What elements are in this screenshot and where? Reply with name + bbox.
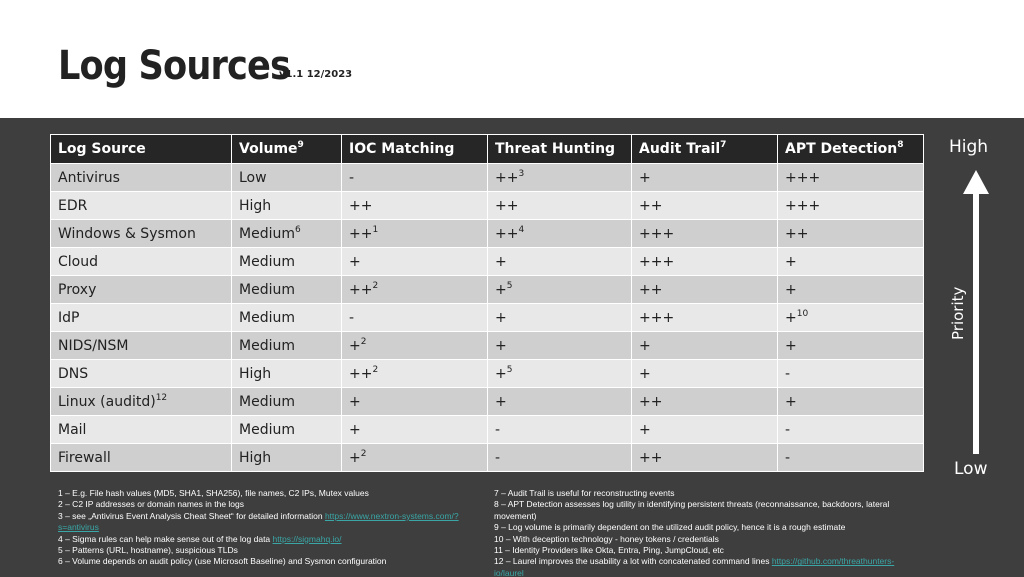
table-cell-ioc-matching xyxy=(342,332,488,360)
footnote-text: 11 – Identity Providers like Okta, Entra, Ping, JumpCloud, etc xyxy=(494,545,724,556)
page-title: Log Sources xyxy=(58,43,291,89)
cell-value: + xyxy=(349,253,361,270)
table-cell-log-source xyxy=(51,248,232,276)
table-cell-log-source xyxy=(51,276,232,304)
cell-value: Medium xyxy=(239,253,295,270)
cell-value: ++ xyxy=(785,225,809,242)
priority-high-label: High xyxy=(949,137,989,157)
table-header-row xyxy=(51,135,924,164)
table-cell-apt-detection xyxy=(778,332,924,360)
table-row xyxy=(51,360,924,388)
cell-value: High xyxy=(239,365,272,382)
table-cell-log-source xyxy=(51,444,232,472)
cell-value: - xyxy=(785,365,791,382)
cell-value: Mail xyxy=(58,421,87,438)
footnote-link[interactable]: https://www.nextron-systems.com/?s=antivirus xyxy=(58,510,459,533)
footnote xyxy=(494,499,914,522)
table-cell-apt-detection xyxy=(778,304,924,332)
table-cell-audit-trail xyxy=(632,360,778,388)
footnote-link[interactable]: https://sigmahq.io/ xyxy=(272,533,342,544)
table-cell-volume xyxy=(232,192,342,220)
table-cell-ioc-matching xyxy=(342,276,488,304)
cell-value: EDR xyxy=(58,197,88,214)
cell-value: +++ xyxy=(639,253,675,270)
footnote-ref: 2 xyxy=(360,336,367,347)
column-header-threat-hunting xyxy=(488,135,632,164)
cell-value: + xyxy=(639,421,651,438)
cell-value: ++ xyxy=(495,169,519,186)
cell-value: ++ xyxy=(639,197,663,214)
cell-value: Medium xyxy=(239,421,295,438)
table-cell-log-source xyxy=(51,220,232,248)
priority-axis-label: Priority xyxy=(949,286,967,340)
cell-value: ++ xyxy=(639,449,663,466)
table-cell-threat-hunting xyxy=(488,220,632,248)
cell-value: + xyxy=(495,281,507,298)
cell-value: + xyxy=(785,309,797,326)
table-cell-ioc-matching xyxy=(342,444,488,472)
table-cell-apt-detection xyxy=(778,276,924,304)
table-row xyxy=(51,192,924,220)
footnote-ref: 7 xyxy=(720,140,727,150)
cell-value: + xyxy=(785,337,797,354)
footnote xyxy=(58,545,478,556)
footnote-text: 12 – Laurel improves the usability a lot with concatenated command lines xyxy=(494,556,772,567)
cell-value: - xyxy=(349,169,355,186)
table-cell-audit-trail xyxy=(632,388,778,416)
cell-value: Medium xyxy=(239,225,295,242)
column-header-apt-detection xyxy=(778,135,924,164)
cell-value: High xyxy=(239,197,272,214)
table-cell-threat-hunting xyxy=(488,360,632,388)
version-label: v1.1 12/2023 xyxy=(279,69,353,80)
table-cell-apt-detection xyxy=(778,388,924,416)
table-cell-ioc-matching xyxy=(342,192,488,220)
table-cell-audit-trail xyxy=(632,416,778,444)
cell-value: Medium xyxy=(239,309,295,326)
footnote-ref: 6 xyxy=(294,224,301,235)
footnote-text: 3 – see „Antivirus Event Analysis Cheat Sheet“ for detailed information xyxy=(58,510,325,521)
table-cell-threat-hunting xyxy=(488,332,632,360)
table-cell-audit-trail xyxy=(632,220,778,248)
cell-value: ++ xyxy=(495,225,519,242)
table-cell-ioc-matching xyxy=(342,416,488,444)
table-cell-log-source xyxy=(51,416,232,444)
table-cell-threat-hunting xyxy=(488,444,632,472)
table-cell-ioc-matching xyxy=(342,388,488,416)
footnote-text: 7 – Audit Trail is useful for reconstructing events xyxy=(494,488,675,498)
footnote-ref: 10 xyxy=(796,308,809,319)
cell-value: + xyxy=(349,337,361,354)
table-row xyxy=(51,332,924,360)
footnote-ref: 5 xyxy=(506,364,513,375)
column-header-label: Log Source xyxy=(58,141,146,157)
footnote-text: 1 – E.g. File hash values (MD5, SHA1, SHA256), file names, C2 IPs, Mutex values xyxy=(58,488,369,498)
table-cell-audit-trail xyxy=(632,192,778,220)
column-header-log-source xyxy=(51,135,232,164)
column-header-ioc-matching xyxy=(342,135,488,164)
footnotes-left xyxy=(58,488,478,568)
table-cell-threat-hunting xyxy=(488,192,632,220)
footnote xyxy=(494,522,914,533)
table-cell-threat-hunting xyxy=(488,248,632,276)
table-cell-apt-detection xyxy=(778,444,924,472)
table-cell-audit-trail xyxy=(632,276,778,304)
column-header-label: IOC Matching xyxy=(349,141,455,157)
table-cell-volume xyxy=(232,304,342,332)
table-cell-apt-detection xyxy=(778,360,924,388)
cell-value: + xyxy=(349,393,361,410)
footnote-ref: 8 xyxy=(897,140,904,150)
cell-value: ++ xyxy=(495,197,519,214)
footnote-ref: 2 xyxy=(372,280,379,291)
cell-value: - xyxy=(785,421,791,438)
table-cell-ioc-matching xyxy=(342,360,488,388)
cell-value: + xyxy=(639,337,651,354)
cell-value: +++ xyxy=(639,225,675,242)
cell-value: Linux (auditd) xyxy=(58,393,156,410)
cell-value: - xyxy=(495,449,501,466)
footnote-ref: 4 xyxy=(518,224,525,235)
table-cell-log-source xyxy=(51,192,232,220)
cell-value: + xyxy=(639,169,651,186)
cell-value: + xyxy=(495,365,507,382)
footnote xyxy=(58,556,478,567)
footnote-text: 9 – Log volume is primarily dependent on the utilized audit policy, hence it is a rough estimate xyxy=(494,522,846,533)
cell-value: + xyxy=(785,281,797,298)
footnote xyxy=(494,488,914,499)
table-cell-volume xyxy=(232,276,342,304)
footnote xyxy=(58,499,478,510)
cell-value: Medium xyxy=(239,281,295,298)
footnote-ref: 2 xyxy=(360,448,367,459)
table-cell-log-source xyxy=(51,388,232,416)
cell-value: IdP xyxy=(58,309,80,326)
footnote-ref: 3 xyxy=(518,168,525,179)
table-cell-apt-detection xyxy=(778,416,924,444)
priority-low-label: Low xyxy=(954,459,988,479)
table-cell-audit-trail xyxy=(632,332,778,360)
cell-value: +++ xyxy=(785,169,821,186)
cell-value: + xyxy=(495,393,507,410)
cell-value: ++ xyxy=(639,393,663,410)
column-header-label: Threat Hunting xyxy=(495,141,616,157)
cell-value: - xyxy=(785,449,791,466)
table-cell-log-source xyxy=(51,360,232,388)
cell-value: ++ xyxy=(349,365,373,382)
cell-value: + xyxy=(495,253,507,270)
table-cell-volume xyxy=(232,388,342,416)
footnote xyxy=(494,534,914,545)
cell-value: + xyxy=(785,393,797,410)
cell-value: - xyxy=(349,309,355,326)
table-cell-threat-hunting xyxy=(488,388,632,416)
cell-value: NIDS/NSM xyxy=(58,337,129,354)
table-cell-threat-hunting xyxy=(488,276,632,304)
table-cell-volume xyxy=(232,248,342,276)
cell-value: + xyxy=(495,337,507,354)
table-cell-volume xyxy=(232,164,342,192)
cell-value: ++ xyxy=(639,281,663,298)
cell-value: + xyxy=(785,253,797,270)
table-row xyxy=(51,304,924,332)
cell-value: +++ xyxy=(639,309,675,326)
footnote-ref: 1 xyxy=(372,224,379,235)
footnote xyxy=(58,488,478,499)
table-cell-threat-hunting xyxy=(488,164,632,192)
table-cell-apt-detection xyxy=(778,248,924,276)
table-cell-audit-trail xyxy=(632,248,778,276)
cell-value: Medium xyxy=(239,337,295,354)
table-cell-ioc-matching xyxy=(342,248,488,276)
cell-value: High xyxy=(239,449,272,466)
cell-value: Medium xyxy=(239,393,295,410)
table-cell-volume xyxy=(232,360,342,388)
cell-value: Proxy xyxy=(58,281,97,298)
footnote-text: 8 – APT Detection assesses log utility in identifying persistent threats (reconnaissance, backdoors, lateral movement) xyxy=(494,499,890,521)
cell-value: + xyxy=(495,309,507,326)
footnote-ref: 12 xyxy=(155,392,168,403)
table-row xyxy=(51,248,924,276)
cell-value: + xyxy=(349,421,361,438)
table-cell-apt-detection xyxy=(778,192,924,220)
table-cell-volume xyxy=(232,220,342,248)
table-cell-apt-detection xyxy=(778,164,924,192)
title-area xyxy=(0,0,1024,118)
table-cell-ioc-matching xyxy=(342,164,488,192)
cell-value: Firewall xyxy=(58,449,111,466)
footnote-ref: 9 xyxy=(297,140,304,150)
table-row xyxy=(51,416,924,444)
cell-value: + xyxy=(639,365,651,382)
footnote-ref: 2 xyxy=(372,364,379,375)
cell-value: +++ xyxy=(785,197,821,214)
footnotes-right xyxy=(494,488,914,577)
footnote-ref: 5 xyxy=(506,280,513,291)
footnote xyxy=(494,545,914,556)
table-cell-threat-hunting xyxy=(488,304,632,332)
table-cell-volume xyxy=(232,416,342,444)
table-cell-audit-trail xyxy=(632,444,778,472)
log-sources-table xyxy=(50,134,924,472)
footnote-text: 10 – With deception technology - honey tokens / credentials xyxy=(494,533,719,544)
cell-value: Low xyxy=(239,169,267,186)
cell-value: ++ xyxy=(349,225,373,242)
column-header-label: Volume xyxy=(239,141,298,157)
cell-value: Cloud xyxy=(58,253,98,270)
table-cell-audit-trail xyxy=(632,304,778,332)
table-row xyxy=(51,220,924,248)
table-cell-log-source xyxy=(51,332,232,360)
table-row xyxy=(51,276,924,304)
footnote-text: 6 – Volume depends on audit policy (use Microsoft Baseline) and Sysmon configuration xyxy=(58,556,387,567)
table-cell-ioc-matching xyxy=(342,220,488,248)
cell-value: - xyxy=(495,421,501,438)
footnote xyxy=(58,534,478,545)
table-cell-apt-detection xyxy=(778,220,924,248)
footnote-text: 5 – Patterns (URL, hostname), suspicious TLDs xyxy=(58,545,238,556)
cell-value: ++ xyxy=(349,281,373,298)
cell-value: ++ xyxy=(349,197,373,214)
cell-value: DNS xyxy=(58,365,89,382)
footnote-text: 4 – Sigma rules can help make sense out of the log data xyxy=(58,533,273,544)
footnote xyxy=(494,556,914,577)
column-header-label: Audit Trail xyxy=(639,141,721,157)
column-header-volume xyxy=(232,135,342,164)
footnote-text: 2 – C2 IP addresses or domain names in the logs xyxy=(58,499,245,510)
footnote xyxy=(58,511,478,534)
table-cell-audit-trail xyxy=(632,164,778,192)
table-cell-log-source xyxy=(51,304,232,332)
cell-value: Antivirus xyxy=(58,169,120,186)
table-row xyxy=(51,444,924,472)
table-cell-volume xyxy=(232,444,342,472)
table-cell-threat-hunting xyxy=(488,416,632,444)
table-row xyxy=(51,164,924,192)
table-cell-log-source xyxy=(51,164,232,192)
footnote-link[interactable]: https://github.com/threathunters-io/laurel xyxy=(494,556,895,577)
table-cell-volume xyxy=(232,332,342,360)
table-cell-ioc-matching xyxy=(342,304,488,332)
column-header-label: APT Detection xyxy=(785,141,898,157)
column-header-audit-trail xyxy=(632,135,778,164)
cell-value: Windows & Sysmon xyxy=(58,225,196,242)
cell-value: + xyxy=(349,449,361,466)
table-row xyxy=(51,388,924,416)
